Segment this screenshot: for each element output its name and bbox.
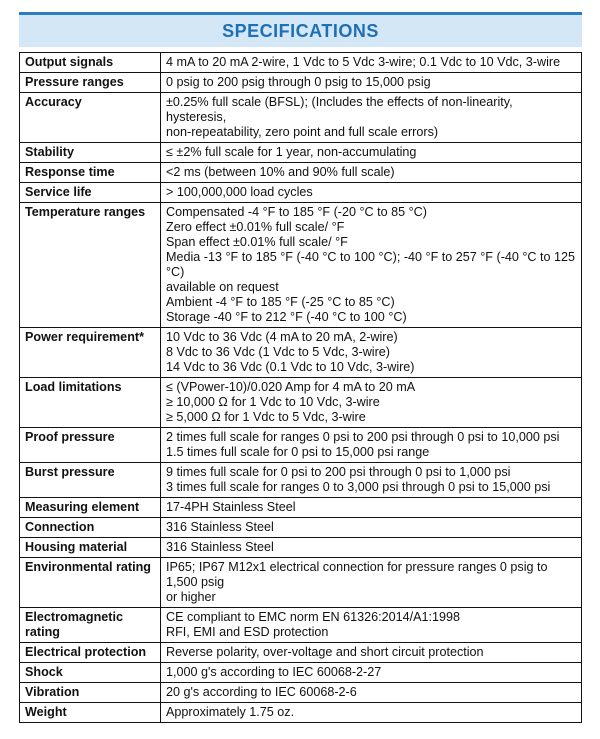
spec-value — [161, 498, 582, 518]
spec-label: Service life — [20, 183, 161, 203]
spec-value — [161, 328, 582, 378]
spec-value-line: available on request — [166, 280, 279, 294]
table-row — [20, 53, 582, 73]
spec-value — [161, 558, 582, 608]
table-row — [20, 538, 582, 558]
spec-value-line: ≤ (VPower-10)/0.020 Amp for 4 mA to 20 mA — [166, 380, 416, 394]
spec-value-line: <2 ms (between 10% and 90% full scale) — [166, 165, 395, 179]
spec-sheet — [19, 12, 582, 723]
spec-label: Weight — [20, 703, 161, 723]
spec-value — [161, 538, 582, 558]
spec-value — [161, 428, 582, 463]
spec-value — [161, 143, 582, 163]
table-row — [20, 428, 582, 463]
spec-value-line: RFI, EMI and ESD protection — [166, 625, 329, 639]
table-row — [20, 143, 582, 163]
spec-value-line: Reverse polarity, over-voltage and short circuit protection — [166, 645, 484, 659]
spec-value-line: 316 Stainless Steel — [166, 520, 274, 534]
spec-label: Connection — [20, 518, 161, 538]
spec-value — [161, 203, 582, 328]
spec-value-line: ≥ 10,000 Ω for 1 Vdc to 10 Vdc, 3-wire — [166, 395, 380, 409]
spec-label: Accuracy — [20, 93, 161, 143]
spec-label: Measuring element — [20, 498, 161, 518]
table-row — [20, 558, 582, 608]
table-row — [20, 203, 582, 328]
spec-value — [161, 53, 582, 73]
spec-value-line: 8 Vdc to 36 Vdc (1 Vdc to 5 Vdc, 3-wire) — [166, 345, 390, 359]
table-row — [20, 463, 582, 498]
page-title: SPECIFICATIONS — [222, 20, 379, 41]
table-row — [20, 163, 582, 183]
spec-label: Pressure ranges — [20, 73, 161, 93]
spec-value — [161, 663, 582, 683]
table-row — [20, 703, 582, 723]
spec-label: Stability — [20, 143, 161, 163]
spec-value-line: or higher — [166, 590, 216, 604]
spec-value-line: Compensated -4 °F to 185 °F (-20 °C to 85 °C) — [166, 205, 427, 219]
spec-label: Output signals — [20, 53, 161, 73]
spec-value-line: Storage -40 °F to 212 °F (-40 °C to 100 °C) — [166, 310, 407, 324]
spec-value-line: IP65; IP67 M12x1 electrical connection for pressure ranges 0 psig to 1,500 psig — [166, 560, 548, 589]
spec-label: Electrical protection — [20, 643, 161, 663]
table-row — [20, 93, 582, 143]
spec-label: Shock — [20, 663, 161, 683]
spec-value — [161, 643, 582, 663]
table-row — [20, 73, 582, 93]
spec-label: Proof pressure — [20, 428, 161, 463]
table-row — [20, 378, 582, 428]
spec-value-line: Span effect ±0.01% full scale/ °F — [166, 235, 348, 249]
spec-label: Vibration — [20, 683, 161, 703]
spec-value — [161, 73, 582, 93]
spec-label: Burst pressure — [20, 463, 161, 498]
table-row — [20, 663, 582, 683]
table-row — [20, 608, 582, 643]
spec-value-line: 4 mA to 20 mA 2-wire, 1 Vdc to 5 Vdc 3-wire; 0.1 Vdc to 10 Vdc, 3-wire — [166, 55, 561, 69]
spec-label: Housing material — [20, 538, 161, 558]
spec-value-line: 20 g's according to IEC 60068-2-6 — [166, 685, 357, 699]
table-row — [20, 518, 582, 538]
spec-label: Response time — [20, 163, 161, 183]
spec-value — [161, 163, 582, 183]
spec-value-line: 1.5 times full scale for 0 psi to 15,000 psi range — [166, 445, 430, 459]
spec-value-line: 9 times full scale for 0 psi to 200 psi through 0 psi to 1,000 psi — [166, 465, 511, 479]
spec-value-line: CE compliant to EMC norm EN 61326:2014/A1:1998 — [166, 610, 461, 624]
spec-value-line: 1,000 g's according to IEC 60068-2-27 — [166, 665, 382, 679]
spec-value-line: 17-4PH Stainless Steel — [166, 500, 296, 514]
table-row — [20, 183, 582, 203]
spec-value-line: Media -13 °F to 185 °F (-40 °C to 100 °C); -40 °F to 257 °F (-40 °C to 125 °C) — [166, 250, 576, 279]
spec-value-line: non-repeatability, zero point and full scale errors) — [166, 125, 439, 139]
spec-value-line: Ambient -4 °F to 185 °F (-25 °C to 85 °C) — [166, 295, 395, 309]
table-row — [20, 328, 582, 378]
table-row — [20, 643, 582, 663]
spec-value — [161, 463, 582, 498]
title-bar — [19, 12, 582, 47]
spec-value — [161, 703, 582, 723]
table-row — [20, 683, 582, 703]
spec-label: Temperature ranges — [20, 203, 161, 328]
spec-table — [19, 52, 582, 723]
spec-label: Environmental rating — [20, 558, 161, 608]
spec-value-line: ≤ ±2% full scale for 1 year, non-accumulating — [166, 145, 417, 159]
spec-value-line: ±0.25% full scale (BFSL); (Includes the effects of non-linearity, hysteresis, — [166, 95, 513, 124]
spec-value-line: 10 Vdc to 36 Vdc (4 mA to 20 mA, 2-wire) — [166, 330, 398, 344]
spec-value-line: 3 times full scale for ranges 0 to 3,000 psi through 0 psi to 15,000 psi — [166, 480, 551, 494]
spec-value — [161, 683, 582, 703]
spec-value-line: Approximately 1.75 oz. — [166, 705, 295, 719]
spec-value — [161, 378, 582, 428]
spec-value-line: 316 Stainless Steel — [166, 540, 274, 554]
spec-value — [161, 183, 582, 203]
spec-value — [161, 608, 582, 643]
table-row — [20, 498, 582, 518]
spec-value-line: 2 times full scale for ranges 0 psi to 200 psi through 0 psi to 10,000 psi — [166, 430, 560, 444]
spec-label: Load limitations — [20, 378, 161, 428]
spec-value-line: ≥ 5,000 Ω for 1 Vdc to 5 Vdc, 3-wire — [166, 410, 366, 424]
spec-label: Power requirement* — [20, 328, 161, 378]
spec-label: Electromagnetic rating — [20, 608, 161, 643]
spec-value — [161, 93, 582, 143]
spec-value-line: 0 psig to 200 psig through 0 psig to 15,000 psig — [166, 75, 431, 89]
spec-value-line: > 100,000,000 load cycles — [166, 185, 313, 199]
spec-value-line: Zero effect ±0.01% full scale/ °F — [166, 220, 345, 234]
spec-value-line: 14 Vdc to 36 Vdc (0.1 Vdc to 10 Vdc, 3-wire) — [166, 360, 415, 374]
spec-value — [161, 518, 582, 538]
